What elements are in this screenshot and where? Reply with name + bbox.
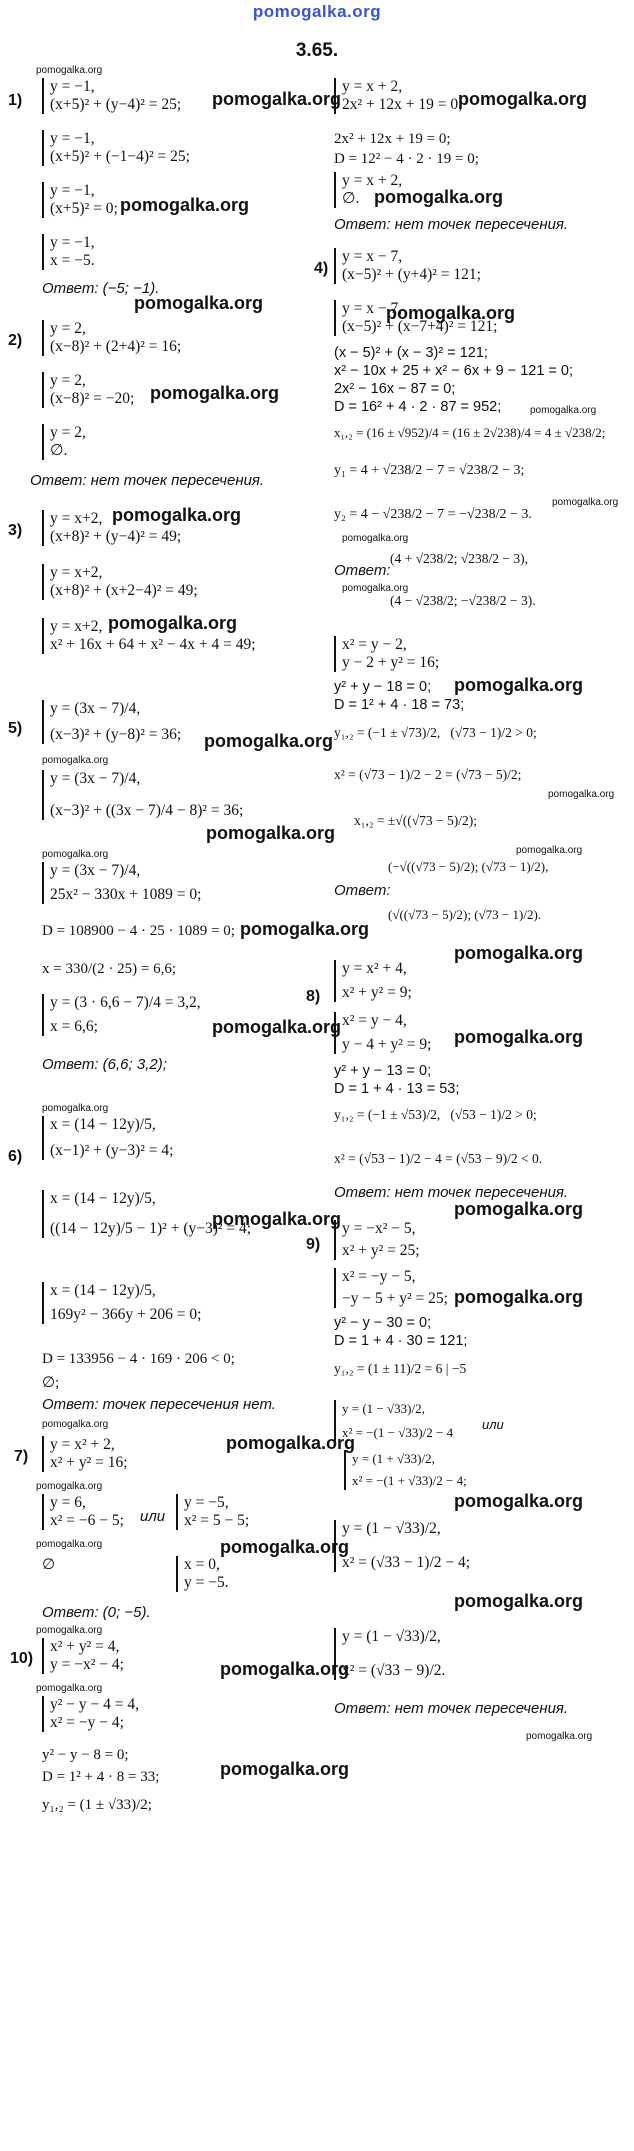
- rtop-system-2: y = x + 2, ∅.: [334, 172, 402, 208]
- p6-answer: Ответ: точек пересечения нет.: [42, 1396, 276, 1413]
- p5-system-3: y = (3x − 7)/4, 25x² − 330x + 1089 = 0;: [42, 862, 201, 904]
- p3-system-3: y = x+2, x² + 16x + 64 + x² − 4x + 4 = 49;: [42, 618, 256, 654]
- r5-answer-2: (√((√73 − 5)/2); (√73 − 1)/2).: [388, 907, 542, 922]
- problem-8-label: 8): [306, 988, 321, 1005]
- p5-x-value: x = 330/(2 · 25) = 6,6;: [42, 961, 176, 977]
- p7-system-2: y = 6, x² = −6 − 5;: [42, 1494, 124, 1530]
- p2-system-1: y = 2, (x−8)² + (2+4)² = 16;: [42, 320, 181, 356]
- watermark: pomogalka.org: [134, 293, 264, 313]
- watermark: pomogalka.org: [454, 1591, 584, 1611]
- p4-answer-1: (4 + √238/2; √238/2 − 3),: [390, 551, 529, 566]
- p1-system-2: y = −1, (x+5)² + (−1−4)² = 25;: [42, 130, 190, 166]
- problem-4-label: 4): [314, 260, 329, 277]
- p1-system-1: y = −1, (x+5)² + (y−4)² = 25;: [42, 78, 181, 114]
- watermark: pomogalka.org: [220, 1537, 350, 1557]
- p3-system-1: y = x+2, (x+8)² + (y−4)² = 49;: [42, 510, 181, 546]
- p4-system-2: y = x − 7, (x−5)² + (x−7+4)² = 121;: [334, 300, 497, 336]
- p7-or: или: [140, 1508, 166, 1525]
- p4-system-1: y = x − 7, (x−5)² + (y+4)² = 121;: [334, 248, 481, 284]
- watermark: pomogalka.org: [220, 1659, 350, 1679]
- watermark-small: pomogalka.org: [552, 497, 619, 508]
- p4-answer-2: (4 − √238/2; −√238/2 − 3).: [390, 593, 536, 608]
- watermark: pomogalka.org: [212, 1017, 342, 1037]
- r5-line-2: D = 1² + 4 · 18 = 73;: [334, 697, 465, 713]
- p5-system-4: y = (3 · 6,6 − 7)/4 = 3,2, x = 6,6;: [42, 994, 201, 1036]
- watermark-small: pomogalka.org: [36, 1625, 103, 1636]
- p5-answer: Ответ: (6,6; 3,2);: [42, 1056, 167, 1073]
- watermark-small: pomogalka.org: [530, 405, 597, 416]
- p8-line-2: D = 1 + 4 · 13 = 53;: [334, 1081, 460, 1097]
- r10-system-4: y = (1 − √33)/2, x² = (√33 − 9)/2.: [334, 1628, 445, 1680]
- problem-7-label: 7): [14, 1448, 29, 1465]
- r10-system-2: y = (1 + √33)/2, x² = −(1 + √33)/2 − 4;: [344, 1450, 467, 1490]
- problem-number: 3.65.: [295, 40, 339, 61]
- watermark: pomogalka.org: [212, 1209, 342, 1229]
- p10-line-1: y² − y − 8 = 0;: [42, 1747, 129, 1763]
- p8-answer: Ответ: нет точек пересечения.: [334, 1184, 569, 1201]
- r5-answer-label: Ответ:: [334, 882, 391, 899]
- p10-system-1: x² + y² = 4, y = −x² − 4;: [42, 1638, 124, 1674]
- p10-line-2: D = 1² + 4 · 8 = 33;: [42, 1769, 160, 1785]
- p8-line-1: y² + y − 13 = 0;: [334, 1063, 432, 1079]
- watermark: pomogalka.org: [108, 613, 238, 633]
- r5-system-1: x² = y − 2, y − 2 + y² = 16;: [334, 636, 439, 672]
- p7-empty-set: ∅: [42, 1557, 56, 1573]
- watermark: pomogalka.org: [212, 89, 342, 109]
- rtop-line-1: 2x² + 12x + 19 = 0;: [334, 131, 451, 147]
- p5-system-2: y = (3x − 7)/4, (x−3)² + ((3x − 7)/4 − 8)² = 36;: [42, 770, 243, 820]
- p6-system-1: x = (14 − 12y)/5, (x−1)² + (y−3)² = 4;: [42, 1116, 173, 1160]
- p4-line-2: x² − 10x + 25 + x² − 6x + 9 − 121 = 0;: [334, 363, 574, 379]
- p8-line-4: x² = (√53 − 1)/2 − 4 = (√53 − 9)/2 < 0.: [334, 1151, 543, 1166]
- r5-line-1: y² + y − 18 = 0;: [334, 679, 432, 695]
- p4-line-6: y₁ = 4 + √238/2 − 7 = √238/2 − 3;: [334, 463, 525, 478]
- r10-answer: Ответ: нет точек пересечения.: [334, 1700, 569, 1717]
- watermark: pomogalka.org: [454, 1287, 584, 1307]
- watermark: pomogalka.org: [458, 89, 588, 109]
- p7-system-1: y = x² + 2, x² + y² = 16;: [42, 1436, 128, 1472]
- p10-system-2: y² − y − 4 = 4, x² = −y − 4;: [42, 1696, 139, 1732]
- watermark: pomogalka.org: [454, 943, 584, 963]
- r10-or: или: [482, 1417, 504, 1432]
- p9-system-1: y = −x² − 5, x² + y² = 25;: [334, 1220, 420, 1260]
- watermark: pomogalka.org: [240, 919, 370, 939]
- watermark: pomogalka.org: [112, 505, 242, 525]
- watermark: pomogalka.org: [454, 1491, 584, 1511]
- watermark-small: pomogalka.org: [42, 849, 109, 860]
- watermark-small: pomogalka.org: [36, 65, 103, 76]
- p8-system-2: x² = y − 4, y − 4 + y² = 9;: [334, 1012, 431, 1054]
- p9-line-1: y² − y − 30 = 0;: [334, 1315, 432, 1331]
- watermark: pomogalka.org: [220, 1759, 350, 1779]
- p4-line-1: (x − 5)² + (x − 3)² = 121;: [334, 345, 488, 361]
- p4-line-7: y₂ = 4 − √238/2 − 7 = −√238/2 − 3.: [334, 507, 532, 522]
- p9-system-2: x² = −y − 5, −y − 5 + y² = 25;: [334, 1268, 448, 1308]
- p1-system-4: y = −1, x = −5.: [42, 234, 95, 270]
- watermark-small: pomogalka.org: [342, 583, 409, 594]
- watermark-small: pomogalka.org: [42, 1103, 109, 1114]
- problem-3-label: 3): [8, 522, 23, 539]
- problem-9-label: 9): [306, 1236, 321, 1253]
- watermark-small: pomogalka.org: [516, 845, 583, 856]
- rtop-line-2: D = 12² − 4 · 2 · 19 = 0;: [334, 151, 479, 167]
- p7-system-4: x = 0, y = −5.: [176, 1556, 229, 1592]
- p7-system-3: y = −5, x² = 5 − 5;: [176, 1494, 249, 1530]
- watermark: pomogalka.org: [374, 187, 504, 207]
- problem-2-label: 2): [8, 332, 23, 349]
- p6-system-2: x = (14 − 12y)/5, ((14 − 12y)/5 − 1)² + (y−3)² = 4;: [42, 1190, 251, 1238]
- p4-answer-label: Ответ:: [334, 562, 391, 579]
- p3-system-2: y = x+2, (x+8)² + (x+2−4)² = 49;: [42, 564, 198, 600]
- watermark: pomogalka.org: [150, 383, 280, 403]
- r5-line-5: x₁,₂ = ±√((√73 − 5)/2);: [354, 813, 477, 828]
- p2-answer: Ответ: нет точек пересечения.: [30, 472, 265, 489]
- watermark-small: pomogalka.org: [526, 1731, 593, 1742]
- watermark-small: pomogalka.org: [548, 789, 615, 800]
- p6-empty-set: ∅;: [42, 1375, 60, 1391]
- watermark: pomogalka.org: [226, 1433, 356, 1453]
- p1-system-3: y = −1, (x+5)² = 0;: [42, 182, 118, 218]
- p9-line-3: y₁,₂ = (1 ± 11)/2 = 6 | −5: [334, 1361, 467, 1376]
- p7-answer: Ответ: (0; −5).: [42, 1604, 151, 1621]
- watermark-small: pomogalka.org: [42, 1419, 109, 1430]
- r5-answer-1: (−√((√73 − 5)/2); (√73 − 1)/2),: [388, 859, 549, 874]
- rtop-system-1: y = x + 2, 2x² + 12x + 19 = 0;: [334, 78, 462, 114]
- watermark-small: pomogalka.org: [36, 1539, 103, 1550]
- p8-line-3: y₁,₂ = (−1 ± √53)/2, (√53 − 1)/2 > 0;: [334, 1107, 537, 1122]
- watermark-small: pomogalka.org: [36, 1683, 103, 1694]
- p6-system-3: x = (14 − 12y)/5, 169y² − 366y + 206 = 0;: [42, 1282, 201, 1324]
- watermark-small: pomogalka.org: [36, 1481, 103, 1492]
- problem-10-label: 10): [10, 1650, 34, 1667]
- problem-5-label: 5): [8, 720, 23, 737]
- p10-line-3: y₁,₂ = (1 ± √33)/2;: [42, 1797, 152, 1813]
- r5-line-4: x² = (√73 − 1)/2 − 2 = (√73 − 5)/2;: [334, 767, 522, 782]
- problem-1-label: 1): [8, 92, 23, 109]
- p2-system-2: y = 2, (x−8)² = −20;: [42, 372, 134, 408]
- watermark: pomogalka.org: [120, 195, 250, 215]
- p5-system-1: y = (3x − 7)/4, (x−3)² + (y−8)² = 36;: [42, 700, 181, 744]
- watermark: pomogalka.org: [454, 1027, 584, 1047]
- watermark: pomogalka.org: [204, 731, 334, 751]
- watermark-small: pomogalka.org: [42, 755, 109, 766]
- p9-line-2: D = 1 + 4 · 30 = 121;: [334, 1333, 468, 1349]
- r10-system-3: y = (1 − √33)/2, x² = (√33 − 1)/2 − 4;: [334, 1520, 470, 1572]
- watermark: pomogalka.org: [454, 1199, 584, 1219]
- p4-line-3: 2x² − 16x − 87 = 0;: [334, 381, 456, 397]
- r10-system-1: y = (1 − √33)/2, x² = −(1 − √33)/2 − 4: [334, 1400, 453, 1442]
- problem-6-label: 6): [8, 1148, 23, 1165]
- p4-line-4: D = 16² + 4 · 2 · 87 = 952;: [334, 399, 502, 415]
- watermark: pomogalka.org: [454, 675, 584, 695]
- rtop-answer: Ответ: нет точек пересечения.: [334, 216, 569, 233]
- site-title[interactable]: pomogalka.org: [252, 2, 382, 21]
- p6-discriminant: D = 133956 − 4 · 169 · 206 < 0;: [42, 1351, 235, 1367]
- p1-answer: Ответ: (−5; −1).: [42, 280, 160, 297]
- r5-line-3: y₁,₂ = (−1 ± √73)/2, (√73 − 1)/2 > 0;: [334, 725, 537, 740]
- p8-system-1: y = x² + 4, x² + y² = 9;: [334, 960, 412, 1002]
- watermark: pomogalka.org: [386, 303, 516, 323]
- p2-system-3: y = 2, ∅.: [42, 424, 86, 460]
- watermark-small: pomogalka.org: [342, 533, 409, 544]
- p4-line-5: x₁,₂ = (16 ± √952)/4 = (16 ± 2√238)/4 = 4 ± √238/2;: [334, 425, 606, 440]
- watermark: pomogalka.org: [206, 823, 336, 843]
- p5-discriminant: D = 108900 − 4 · 25 · 1089 = 0;: [42, 923, 235, 939]
